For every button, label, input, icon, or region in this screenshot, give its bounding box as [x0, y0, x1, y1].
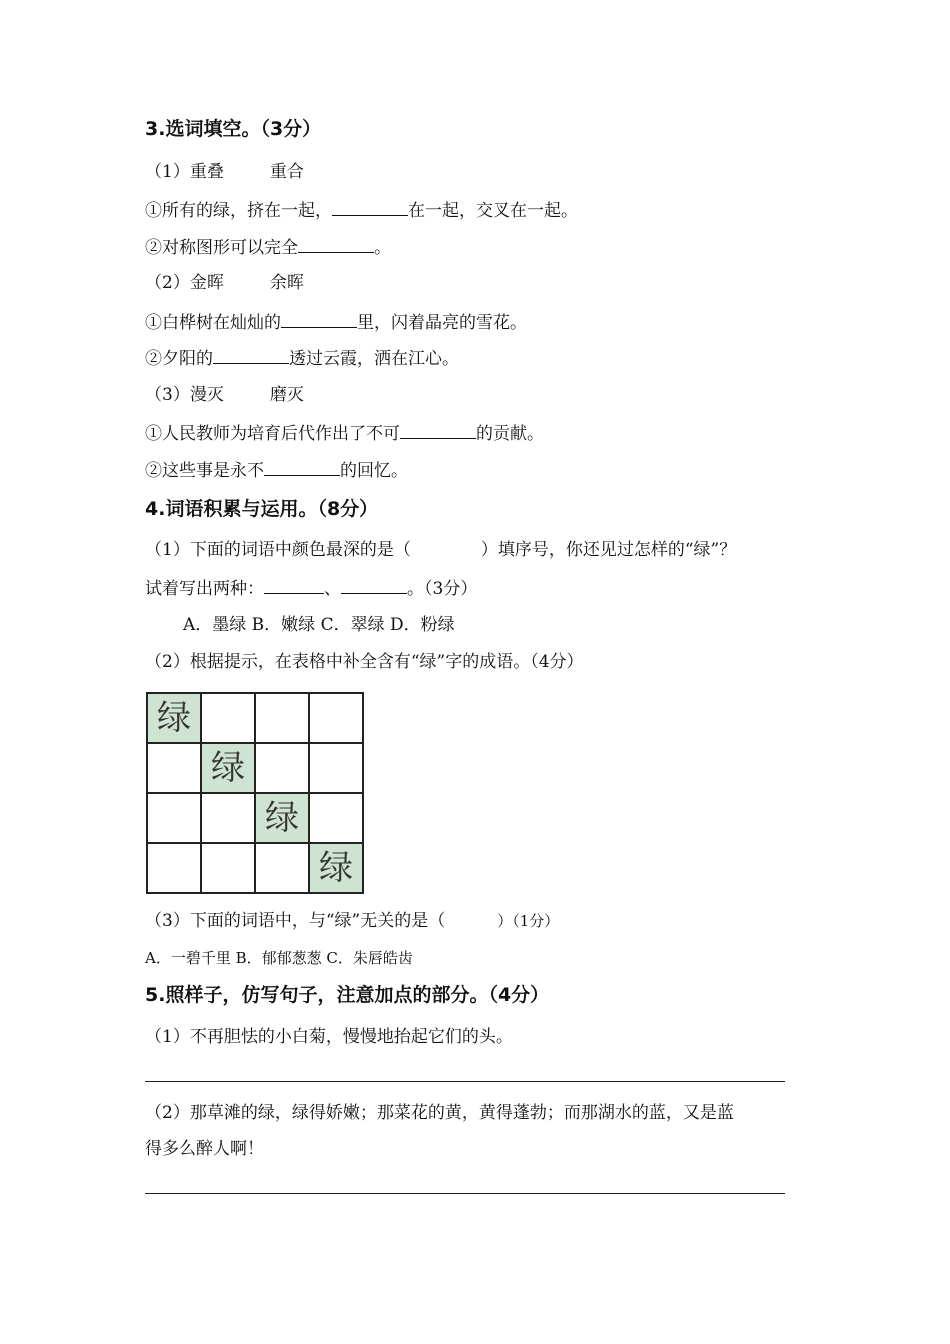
grid-cell-blank[interactable] — [255, 743, 309, 793]
grid-cell-blank[interactable] — [201, 843, 255, 893]
grid-cell-blank[interactable] — [309, 693, 363, 743]
q4-part1-line2 — [145, 575, 477, 601]
q3-g2-s2-text-end: 透过云霞，洒在江心。 — [289, 349, 459, 369]
q4-p1-text: （1）下面的词语中颜色最深的是（ — [145, 540, 411, 560]
q3-heading: 3.选词填空。（3分） — [145, 118, 322, 140]
q3-g2-sentence1 — [145, 309, 527, 335]
q3-g3-word1: （3）漫灭 — [145, 385, 224, 405]
answer-blank[interactable] — [213, 345, 289, 364]
idiom-grid — [146, 692, 364, 894]
grid-cell-blank[interactable] — [255, 843, 309, 893]
answer-blank[interactable] — [341, 575, 407, 594]
q3-g3-s2-text: ②这些事是永不 — [145, 461, 264, 481]
q3-g2-sentence2 — [145, 345, 459, 371]
q3-g3-s1-text: ①人民教师为培育后代作出了不可 — [145, 424, 400, 444]
q3-g1-s2-text-end: 。 — [374, 238, 391, 258]
answer-blank[interactable] — [264, 575, 324, 594]
q3-g3-s2-text-end: 的回忆。 — [340, 461, 408, 481]
q4-p1-text-end: ）填序号，你还见过怎样的“绿”？ — [480, 540, 737, 560]
answer-line[interactable] — [145, 1193, 785, 1194]
q3-g1-s1-text: ①所有的绿，挤在一起， — [145, 201, 332, 221]
answer-blank[interactable] — [400, 420, 476, 439]
q4-part3 — [145, 909, 559, 933]
q4-heading: 4.词语积累与运用。（8分） — [145, 498, 379, 520]
grid-cell-given: 绿 — [147, 693, 201, 743]
q3-g1-word2: 重合 — [269, 162, 304, 182]
q4-p3-options: A．一碧千里 B．郁郁葱葱 C．朱唇皓齿 — [145, 949, 413, 967]
grid-cell-blank[interactable] — [201, 793, 255, 843]
grid-cell-given: 绿 — [201, 743, 255, 793]
grid-cell-blank[interactable] — [201, 693, 255, 743]
q3-g3-sentence2 — [145, 457, 408, 483]
answer-blank[interactable] — [281, 309, 357, 328]
q3-g1-word1: （1）重叠 — [145, 162, 224, 182]
q3-g3-word2: 磨灭 — [269, 385, 304, 405]
answer-blank[interactable] — [264, 457, 340, 476]
q4-p3-text: （3）下面的词语中，与“绿”无关的是（ — [145, 911, 446, 931]
grid-cell-given: 绿 — [255, 793, 309, 843]
q3-g1-s1-text-end: 在一起，交叉在一起。 — [408, 201, 578, 221]
q3-g1-s2-text: ②对称图形可以完全 — [145, 238, 298, 258]
q3-g2-s1-text: ①白桦树在灿灿的 — [145, 313, 281, 333]
q4-p1-prompt: 试着写出两种： — [145, 579, 264, 599]
q5-heading: 5.照样子，仿写句子，注意加点的部分。（4分） — [145, 984, 550, 1006]
grid-cell-blank[interactable] — [309, 793, 363, 843]
q3-group3-options — [145, 383, 304, 407]
grid-cell-blank[interactable] — [255, 693, 309, 743]
grid-cell-blank[interactable] — [309, 743, 363, 793]
q5-part2-line1: （2）那草滩的绿，绿得娇嫩；那菜花的黄，黄得蓬勃；而那湖水的蓝，又是蓝 — [145, 1103, 734, 1123]
q3-g2-s1-text-end: 里，闪着晶亮的雪花。 — [357, 313, 527, 333]
q4-p1-options: A．墨绿 B．嫩绿 C．翠绿 D．粉绿 — [183, 615, 455, 635]
grid-cell-blank[interactable] — [147, 843, 201, 893]
grid-cell-given: 绿 — [309, 843, 363, 893]
q3-g3-sentence1 — [145, 420, 544, 446]
grid-cell-blank[interactable] — [147, 793, 201, 843]
q5-part1: （1）不再胆怯的小白菊，慢慢地抬起它们的头。 — [145, 1027, 513, 1047]
q4-p1-points: 。（3分） — [407, 579, 478, 599]
q4-part2: （2）根据提示，在表格中补全含有“绿”字的成语。（4分） — [145, 652, 584, 672]
answer-blank[interactable] — [298, 234, 374, 253]
q3-g3-s1-text-end: 的贡献。 — [476, 424, 544, 444]
q5-part2-line2: 得多么醉人啊！ — [145, 1139, 264, 1159]
grid-cell-blank[interactable] — [147, 743, 201, 793]
q3-g1-sentence2 — [145, 234, 391, 260]
q3-group1-options — [145, 160, 304, 184]
answer-line[interactable] — [145, 1081, 785, 1082]
q3-g1-sentence1 — [145, 197, 578, 223]
q4-p1-separator: 、 — [324, 579, 341, 599]
q4-p3-points: ）（1分） — [497, 912, 560, 930]
answer-blank[interactable] — [332, 197, 408, 216]
q3-g2-word1: （2）金晖 — [145, 273, 224, 293]
q3-g2-word2: 余晖 — [269, 273, 304, 293]
q3-g2-s2-text: ②夕阳的 — [145, 349, 213, 369]
q4-part1-line1 — [145, 538, 736, 562]
q3-group2-options — [145, 271, 304, 295]
